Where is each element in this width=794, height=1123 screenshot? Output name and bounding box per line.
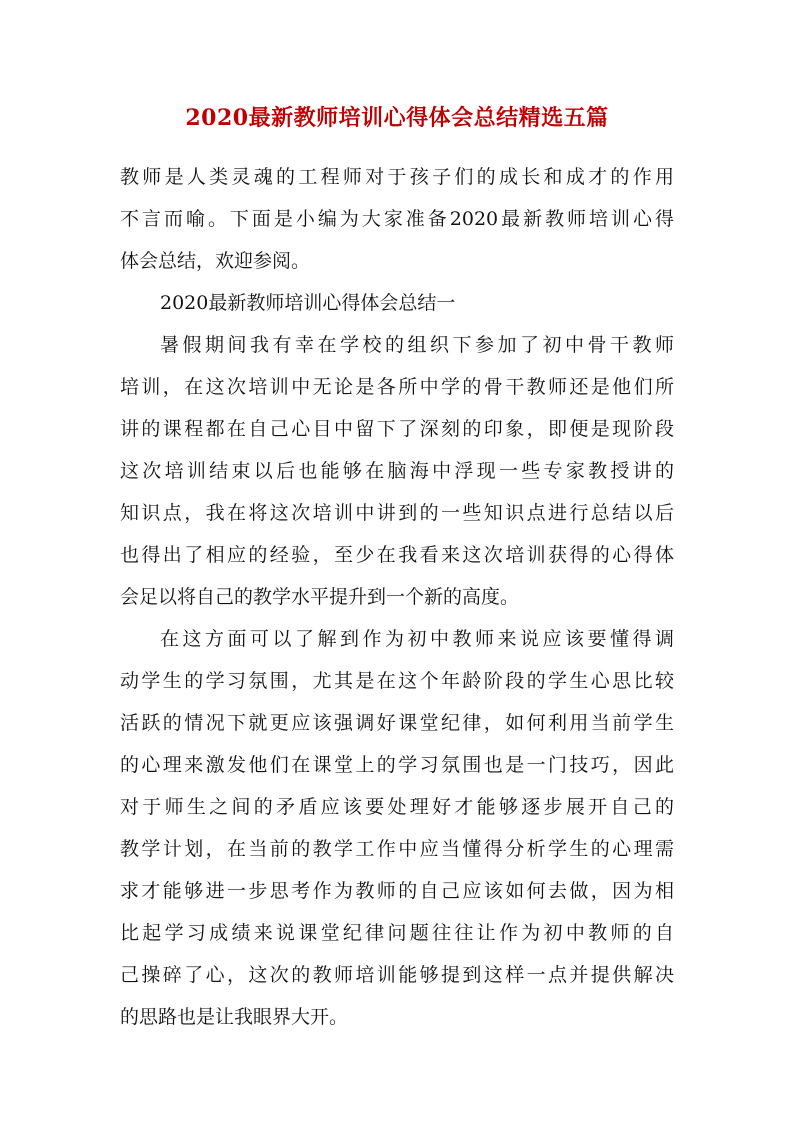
text-line: 己操碎了心，这次的教师培训能够提到这样一点并提供解决 xyxy=(120,964,674,986)
text-line: 在这方面可以了解到作为初中教师来说应该要懂得调 xyxy=(160,628,674,650)
text-line: 活跃的情况下就更应该强调好课堂纪律，如何利用当前学生 xyxy=(120,712,674,734)
text-line: 讲的课程都在自己心目中留下了深刻的印象，即便是现阶段 xyxy=(120,418,674,440)
section-heading xyxy=(120,282,674,324)
text-line: 比起学习成绩来说课堂纪律问题往往让作为初中教师的自 xyxy=(120,922,674,944)
text-line: 知识点，我在将这次培训中讲到的一些知识点进行总结以后 xyxy=(120,502,674,524)
document-body xyxy=(120,156,674,1038)
text-line: 教学计划，在当前的教学工作中应当懂得分析学生的心理需 xyxy=(120,838,674,860)
paragraph-intro xyxy=(120,156,674,282)
text-line: 的思路也是让我眼界大开。 xyxy=(120,1006,349,1028)
document-title: 2020最新教师培训心得体会总结精选五篇 xyxy=(185,105,609,131)
paragraph-body-1 xyxy=(120,324,674,618)
paragraph-body-2 xyxy=(120,618,674,1038)
text-line: 2020最新教师培训心得体会总结一 xyxy=(160,292,456,314)
text-line: 不言而喻。下面是小编为大家准备2020最新教师培训心得 xyxy=(120,208,674,230)
text-line: 会足以将自己的教学水平提升到一个新的高度。 xyxy=(120,586,520,608)
text-line: 动学生的学习氛围，尤其是在这个年龄阶段的学生心思比较 xyxy=(120,670,674,692)
text-line: 暑假期间我有幸在学校的组织下参加了初中骨干教师 xyxy=(160,334,674,356)
text-line: 的心理来激发他们在课堂上的学习氛围也是一门技巧，因此 xyxy=(120,754,674,776)
text-line: 求才能够进一步思考作为教师的自己应该如何去做，因为相 xyxy=(120,880,674,902)
text-line: 体会总结，欢迎参阅。 xyxy=(120,250,311,272)
text-line: 对于师生之间的矛盾应该要处理好才能够逐步展开自己的 xyxy=(120,796,674,818)
text-line: 培训，在这次培训中无论是各所中学的骨干教师还是他们所 xyxy=(120,376,674,398)
text-line: 这次培训结束以后也能够在脑海中浮现一些专家教授讲的 xyxy=(120,460,674,482)
text-line: 也得出了相应的经验，至少在我看来这次培训获得的心得体 xyxy=(120,544,674,566)
text-line: 教师是人类灵魂的工程师对于孩子们的成长和成才的作用 xyxy=(120,166,674,188)
